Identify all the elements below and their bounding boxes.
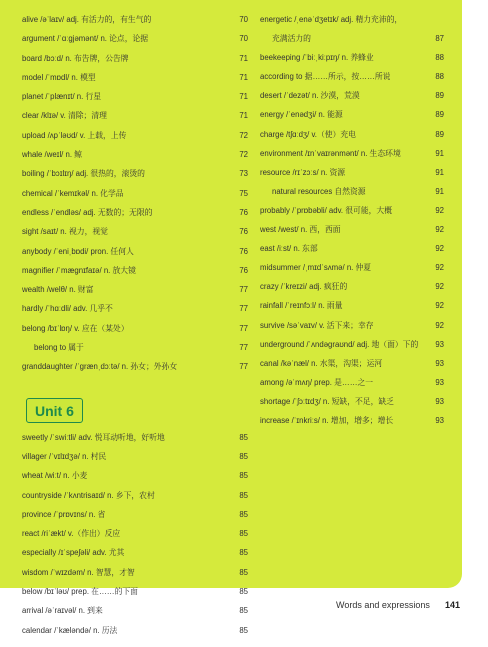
word-list-unit6 bbox=[22, 428, 248, 640]
word-entry bbox=[260, 316, 444, 335]
word-entry-text: environment /ɪnˈvaɪrənmənt/ n. 生态环境 bbox=[260, 148, 401, 158]
word-entry-text: react /riˈækt/ v.（作出）反应 bbox=[22, 529, 121, 539]
word-entry-page: 72 bbox=[239, 150, 248, 160]
word-entry-text: anybody /ˈeniˌbɒdi/ pron. 任何人 bbox=[22, 246, 134, 256]
word-entry-text: clear /klɪə/ v. 清除；清理 bbox=[22, 111, 107, 121]
word-entry bbox=[22, 106, 248, 125]
word-entry-text: villager /ˈvɪlɪdʒə/ n. 村民 bbox=[22, 451, 107, 461]
word-entry-text: sight /saɪt/ n. 视力，视觉 bbox=[22, 227, 108, 237]
word-entry bbox=[22, 280, 248, 299]
word-entry-page: 91 bbox=[435, 148, 444, 158]
word-entry-page: 71 bbox=[239, 111, 248, 121]
word-entry-page: 85 bbox=[239, 509, 248, 519]
word-entry-page: 71 bbox=[239, 53, 248, 63]
word-entry bbox=[260, 201, 444, 220]
word-entry-page: 93 bbox=[435, 396, 444, 406]
word-entry-page: 77 bbox=[239, 362, 248, 372]
word-entry-text: especially /ɪˈspeʃəli/ adv. 尤其 bbox=[22, 548, 125, 558]
word-entry bbox=[260, 182, 444, 201]
word-entry bbox=[22, 10, 248, 29]
word-entry-page: 89 bbox=[435, 110, 444, 120]
word-entry-page: 85 bbox=[239, 625, 248, 635]
word-entry-text: boiling /ˈbɔɪlɪŋ/ adj. 很热的，滚烫的 bbox=[22, 169, 145, 179]
word-entry-text: charge /tʃɑːdʒ/ v.（使）充电 bbox=[260, 129, 356, 139]
word-entry-page: 93 bbox=[435, 415, 444, 425]
word-entry-text: below /bɪˈləʊ/ prep. 在……的下面 bbox=[22, 587, 138, 597]
word-entry-page: 91 bbox=[435, 167, 444, 177]
word-entry-text: wealth /welθ/ n. 财富 bbox=[22, 285, 94, 295]
word-entry bbox=[22, 582, 248, 601]
word-entry-text: midsummer /ˌmɪdˈsʌmə/ n. 仲夏 bbox=[260, 263, 372, 273]
word-entry bbox=[260, 296, 444, 315]
word-list-right bbox=[260, 10, 444, 430]
word-entry-page: 87 bbox=[435, 34, 444, 44]
word-entry-text: chemical /ˈkemɪkəl/ n. 化学品 bbox=[22, 188, 124, 198]
word-entry bbox=[22, 486, 248, 505]
word-entry-text: natural resources 自然资源 bbox=[272, 186, 366, 196]
word-entry bbox=[260, 67, 444, 86]
word-entry bbox=[260, 258, 444, 277]
word-entry-page: 93 bbox=[435, 339, 444, 349]
unit-6-badge: Unit 6 bbox=[26, 398, 83, 423]
word-entry-text: calendar /ˈkæləndə/ n. 历法 bbox=[22, 625, 118, 635]
left-word-column bbox=[22, 10, 248, 640]
word-entry bbox=[260, 163, 444, 182]
word-entry-text: province /ˈprɒvɪns/ n. 省 bbox=[22, 509, 106, 519]
footer-page-number: 141 bbox=[445, 600, 461, 610]
word-entry-page: 85 bbox=[239, 587, 248, 597]
word-entry bbox=[260, 220, 444, 239]
word-entry-page: 77 bbox=[239, 323, 248, 333]
word-entry-page: 92 bbox=[435, 282, 444, 292]
word-entry bbox=[22, 164, 248, 183]
word-entry-page: 92 bbox=[435, 301, 444, 311]
word-entry-page: 88 bbox=[435, 72, 444, 82]
word-entry-page: 92 bbox=[435, 225, 444, 235]
word-entry-text: according to 据……所示，按……所说 bbox=[260, 72, 391, 82]
word-entry-text: whale /weɪl/ n. 鲸 bbox=[22, 150, 82, 160]
word-entry-page: 85 bbox=[239, 606, 248, 616]
word-entry-page: 92 bbox=[435, 263, 444, 273]
word-entry bbox=[260, 105, 444, 124]
word-entry-page: 73 bbox=[239, 169, 248, 179]
word-entry-text: beekeeping /ˈbiːˌkiːpɪŋ/ n. 养蜂业 bbox=[260, 53, 374, 63]
word-entry-text: upload /ʌpˈləʊd/ v. 上载，上传 bbox=[22, 130, 127, 140]
word-entry bbox=[22, 428, 248, 447]
word-entry-text: energetic /ˌenəˈdʒetɪk/ adj. 精力充沛的， bbox=[260, 15, 403, 24]
word-entry-text: board /bɔːd/ n. 布告牌，公告牌 bbox=[22, 53, 129, 63]
word-entry-page: 85 bbox=[239, 567, 248, 577]
word-entry bbox=[260, 10, 444, 29]
word-entry-text: alive /əˈlaɪv/ adj. 有活力的，有生气的 bbox=[22, 15, 152, 24]
word-entry-page: 76 bbox=[239, 246, 248, 256]
word-entry-page: 93 bbox=[435, 358, 444, 368]
word-entry-page: 77 bbox=[239, 343, 248, 353]
word-entry bbox=[22, 338, 248, 357]
word-entry-text: shortage /ˈʃɔːtɪdʒ/ n. 短缺，不足，缺乏 bbox=[260, 396, 394, 406]
word-entry-text: among /əˈmʌŋ/ prep. 是……之一 bbox=[260, 377, 374, 387]
word-entry-page: 85 bbox=[239, 548, 248, 558]
word-entry bbox=[260, 48, 444, 67]
word-entry-page: 72 bbox=[239, 130, 248, 140]
word-entry bbox=[260, 373, 444, 392]
unit-heading-row bbox=[22, 398, 248, 428]
word-entry bbox=[260, 144, 444, 163]
word-entry bbox=[22, 621, 248, 640]
word-entry bbox=[22, 466, 248, 485]
word-entry-page: 85 bbox=[239, 451, 248, 461]
word-entry-page: 77 bbox=[239, 304, 248, 314]
word-entry-page: 76 bbox=[239, 227, 248, 237]
word-entry-page: 70 bbox=[239, 34, 248, 44]
word-entry-text: belong /bɪˈlɒŋ/ v. 应在（某处） bbox=[22, 323, 129, 333]
word-entry-text: underground /ˈʌndəgraʊnd/ adj. 地（面）下的 bbox=[260, 339, 419, 349]
word-entry bbox=[22, 242, 248, 261]
word-entry-text: countryside /ˈkʌntrisaɪd/ n. 乡下，农村 bbox=[22, 490, 155, 500]
word-entry bbox=[22, 87, 248, 106]
word-entry-text: hardly /ˈhɑːdli/ adv. 几乎不 bbox=[22, 304, 113, 314]
word-entry-text: wisdom /ˈwɪzdəm/ n. 智慧，才智 bbox=[22, 567, 135, 577]
word-entry-text: model /ˈmɒdl/ n. 模型 bbox=[22, 72, 96, 82]
word-entry-page: 92 bbox=[435, 320, 444, 330]
word-entry bbox=[260, 29, 444, 48]
word-entry bbox=[22, 563, 248, 582]
word-entry-text: west /west/ n. 西，西面 bbox=[260, 225, 341, 235]
word-entry-text: wheat /wiːt/ n. 小麦 bbox=[22, 471, 88, 481]
word-entry bbox=[260, 239, 444, 258]
word-entry bbox=[260, 392, 444, 411]
word-entry bbox=[22, 49, 248, 68]
word-entry bbox=[22, 319, 248, 338]
word-entry bbox=[22, 68, 248, 87]
word-entry bbox=[22, 543, 248, 562]
word-entry-text: resource /rɪˈzɔːs/ n. 资源 bbox=[260, 167, 346, 177]
word-entry-page: 91 bbox=[435, 186, 444, 196]
word-entry bbox=[260, 277, 444, 296]
word-entry-page: 71 bbox=[239, 92, 248, 102]
word-entry bbox=[22, 184, 248, 203]
word-entry-text: planet /ˈplænɪt/ n. 行星 bbox=[22, 92, 102, 102]
word-entry-page: 89 bbox=[435, 129, 444, 139]
word-entry-text: belong to 属于 bbox=[34, 343, 84, 353]
word-entry-text: probably /ˈprɒbəbli/ adv. 很可能，大概 bbox=[260, 205, 393, 215]
word-entry-page: 76 bbox=[239, 207, 248, 217]
word-entry-page: 93 bbox=[435, 377, 444, 387]
word-entry-text: granddaughter /ˈgrænˌdɔːtə/ n. 孙女；外孙女 bbox=[22, 362, 178, 372]
word-entry-text: increase /ˈɪnkriːs/ n. 增加，增多；增长 bbox=[260, 415, 394, 425]
word-entry bbox=[260, 335, 444, 354]
word-entry-text: survive /səˈvaɪv/ v. 活下来；幸存 bbox=[260, 320, 374, 330]
word-entry-text: energy /ˈenədʒi/ n. 能源 bbox=[260, 110, 343, 120]
word-entry bbox=[260, 411, 444, 430]
word-entry-page: 77 bbox=[239, 285, 248, 295]
word-entry bbox=[22, 126, 248, 145]
word-list-unit5 bbox=[22, 10, 248, 377]
word-entry bbox=[260, 125, 444, 144]
word-entry-page: 85 bbox=[239, 490, 248, 500]
word-entry-text: 充满活力的 bbox=[272, 34, 311, 44]
word-entry bbox=[22, 447, 248, 466]
word-entry-text: crazy /ˈkreɪzi/ adj. 疯狂的 bbox=[260, 282, 348, 292]
word-entry-page: 85 bbox=[239, 471, 248, 481]
word-entry-text: east /iːst/ n. 东部 bbox=[260, 244, 318, 254]
word-entry bbox=[22, 29, 248, 48]
word-entry bbox=[22, 357, 248, 376]
word-entry-text: sweetly /ˈswiːtli/ adv. 悦耳动听地，好听地 bbox=[22, 432, 165, 442]
word-entry-page: 85 bbox=[239, 432, 248, 442]
word-entry bbox=[22, 524, 248, 543]
word-entry-text: desert /ˈdezət/ n. 沙漠，荒漠 bbox=[260, 91, 360, 101]
right-word-column bbox=[260, 10, 444, 430]
word-entry-page: 92 bbox=[435, 244, 444, 254]
word-entry bbox=[22, 601, 248, 620]
word-entry-text: arrival /əˈraɪvəl/ n. 到来 bbox=[22, 606, 103, 616]
word-entry-text: magnifier /ˈmægnɪfaɪə/ n. 放大镜 bbox=[22, 265, 136, 275]
word-entry bbox=[22, 299, 248, 318]
word-entry bbox=[22, 203, 248, 222]
word-entry bbox=[22, 145, 248, 164]
word-entry-page: 88 bbox=[435, 53, 444, 63]
word-entry bbox=[22, 505, 248, 524]
word-entry-page: 75 bbox=[239, 188, 248, 198]
word-entry bbox=[260, 354, 444, 373]
word-entry-page: 92 bbox=[435, 205, 444, 215]
word-entry-page: 85 bbox=[239, 529, 248, 539]
word-entry-text: endless /ˈendləs/ adj. 无数的；无限的 bbox=[22, 207, 153, 217]
word-entry-page: 70 bbox=[239, 15, 248, 24]
word-entry-page: 89 bbox=[435, 91, 444, 101]
word-entry-page: 76 bbox=[239, 265, 248, 275]
footer-section-title: Words and expressions bbox=[336, 600, 430, 610]
word-entry bbox=[260, 86, 444, 105]
word-entry bbox=[22, 222, 248, 241]
word-entry-text: argument /ˈɑːgjəmənt/ n. 论点，论据 bbox=[22, 34, 149, 44]
word-entry-text: rainfall /ˈreɪnfɔːl/ n. 雨量 bbox=[260, 301, 343, 311]
word-entry-page: 71 bbox=[239, 72, 248, 82]
word-entry bbox=[22, 261, 248, 280]
word-entry-text: canal /kəˈnæl/ n. 水渠，沟渠；运河 bbox=[260, 358, 383, 368]
